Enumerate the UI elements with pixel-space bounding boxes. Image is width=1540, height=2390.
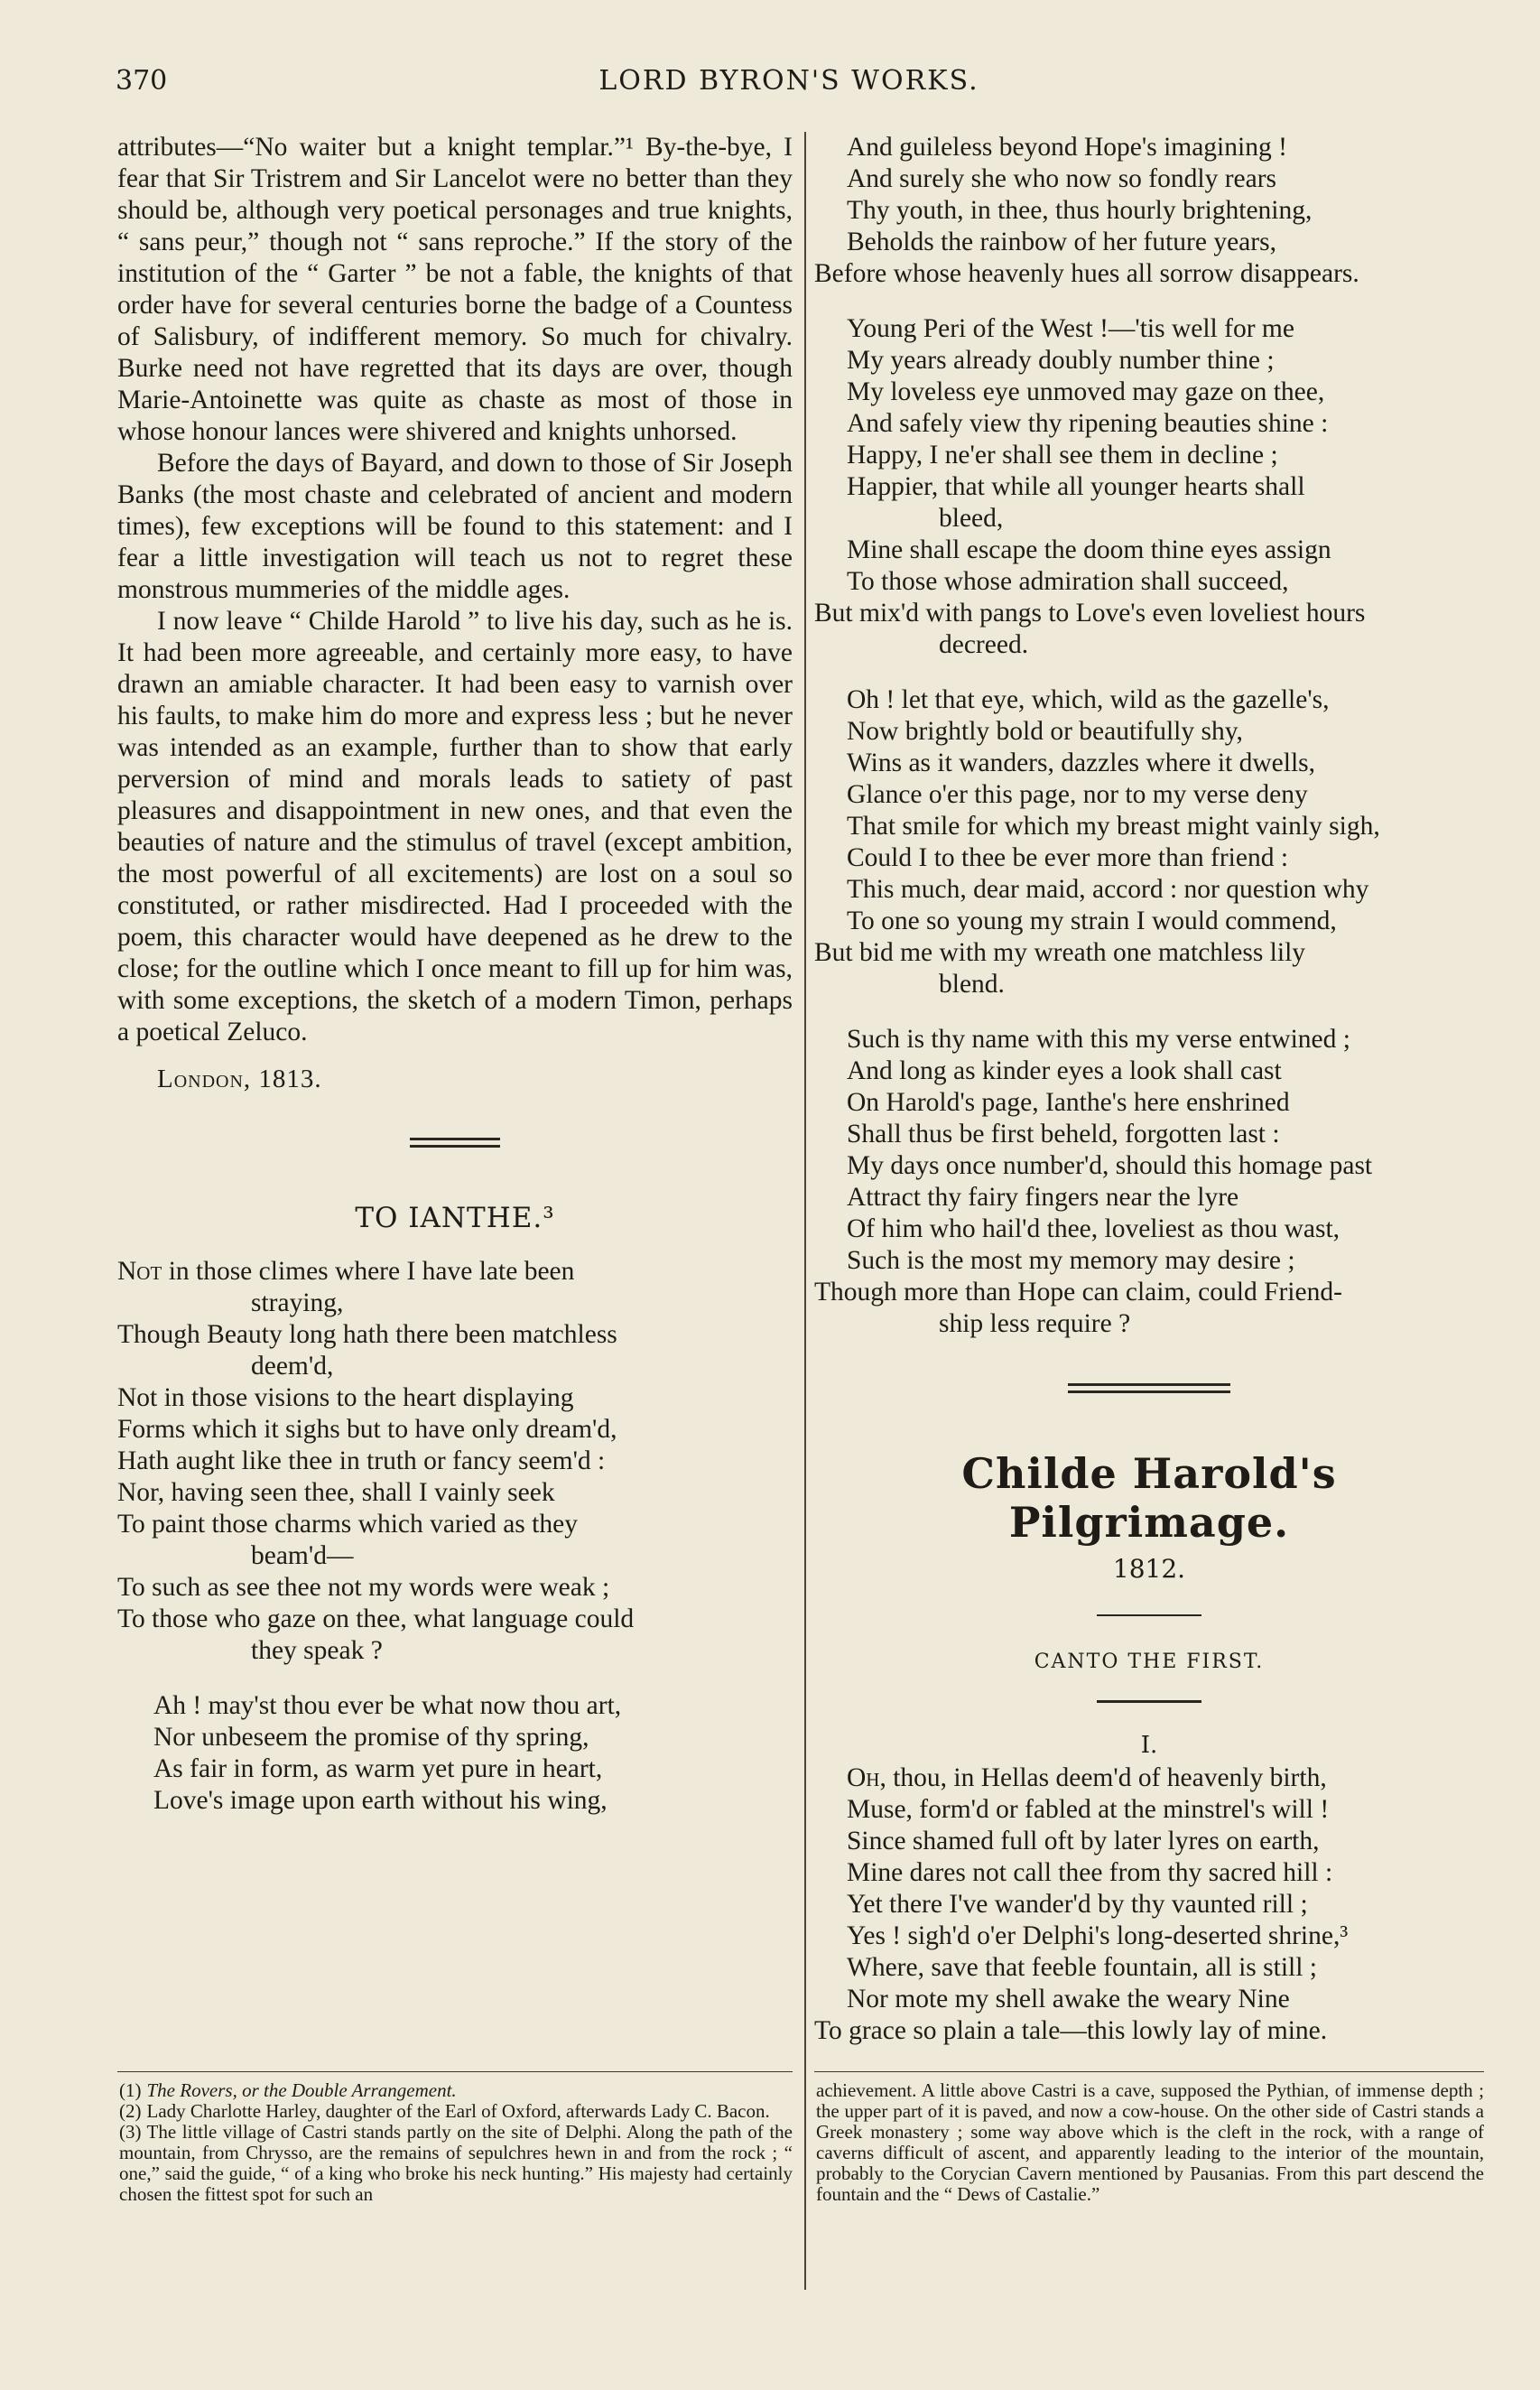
footnote-mark: (3) [119, 2121, 142, 2143]
poem-line: Mine shall escape the doom thine eyes assign [847, 535, 1331, 564]
poem-line: And safely view thy ripening beauties shine : [847, 409, 1329, 438]
poem-line: Nor unbeseem the promise of thy spring, [153, 1723, 589, 1752]
poem-line: Wins as it wanders, dazzles where it dwells, [847, 749, 1316, 777]
footnote-3 [119, 2122, 793, 2205]
poem-line: Not in those visions to the heart displaying [117, 1383, 574, 1412]
section-rule [410, 1138, 500, 1148]
poem-line: Since shamed full oft by later lyres on earth, [847, 1827, 1320, 1855]
poem-line: Ah ! may'st thou ever be what now thou art, [153, 1691, 622, 1720]
poem-line: decreed. [939, 630, 1029, 659]
prose-paragraph-3: I now leave “ Childe Harold ” to live his day, such as he is. It had been more agreeable, and certainly more easy, to have drawn an amiable character. It had been easy to varnish over his faults, to make him do more and express less ; but he never was intended as an example, further than to show that early perversion of mind and morals leads to satiety of past pleasures and disappointment in new ones, and that even the beauties of nature and the stimulus of travel (except ambition, the most powerful of all excitements) are lost on a soul so constituted, or rather misdirected. Had I proceeded with the poem, this character would have deepened as he drew to the close; for the outline which I once meant to fill up for him was, with some exceptions, the sketch of a modern Timon, perhaps a poetical Zeluco. [117, 607, 793, 1046]
poem-line: Not in those climes where I have late been [117, 1257, 575, 1286]
footnote-mark: (2) [119, 2100, 142, 2122]
prose-paragraph-2: Before the days of Bayard, and down to those of Sir Joseph Banks (the most chaste and celebrated of ancient and modern times), few exceptions will be found to this statement: and I fear a little investigation will teach us not to regret these monstrous mummeries of the middle ages. [117, 449, 793, 604]
poem-line: Yes ! sigh'd o'er Delphi's long-deserted shrine,³ [847, 1921, 1349, 1950]
poem-line: Beholds the rainbow of her future years, [847, 228, 1276, 256]
poem-line: bleed, [939, 504, 1004, 533]
footnote-1 [119, 2080, 793, 2101]
poem-line: Young Peri of the West !—'tis well for me [847, 314, 1294, 343]
poem-line: Mine dares not call thee from thy sacred hill : [847, 1858, 1333, 1887]
poem-line: they speak ? [251, 1636, 383, 1665]
ianthe-stanza-3 [814, 313, 1484, 661]
poem-line: Oh, thou, in Hellas deem'd of heavenly birth, [847, 1763, 1327, 1792]
poem-line: straying, [251, 1288, 344, 1317]
poem-line: Before whose heavenly hues all sorrow disappears. [814, 259, 1359, 288]
poem-line: Could I to thee be ever more than friend : [847, 843, 1289, 872]
footnote-2 [119, 2101, 793, 2122]
page-header [116, 65, 1462, 107]
ianthe-stanza-4 [814, 684, 1484, 1000]
page-number: 370 [116, 65, 168, 97]
drop-word: Not [117, 1257, 162, 1286]
ianthe-poem [117, 1256, 793, 1817]
footnote-rule [814, 2071, 1484, 2072]
poem-line: To such as see thee not my words were weak ; [117, 1573, 610, 1602]
footnote-rule [117, 2071, 793, 2072]
footnotes-left [119, 2080, 793, 2205]
signoff: London, 1813. [157, 1065, 322, 1093]
poem-line: Muse, form'd or fabled at the minstrel's will ! [847, 1795, 1330, 1824]
ianthe-stanza-1 [117, 1256, 793, 1667]
poem-line: To grace so plain a tale—this lowly lay of mine. [814, 2016, 1328, 2045]
poem-line: Forms which it sighs but to have only dream'd, [117, 1415, 617, 1444]
canto-heading: CANTO THE FIRST. [1034, 1651, 1265, 1673]
footnote-text: The little village of Castri stands partly on the site of Delphi. Along the path of the mountain, from Chrysso, are the remains of sepulchres hewn in and from the rock ; “ one,” said the guide, “ of a king who broke his neck hunting.” His majesty had certainly chosen the fittest spot for such an [119, 2121, 793, 2205]
divider-rule [1097, 1700, 1201, 1703]
footnotes-right [816, 2080, 1484, 2205]
drop-word: Oh [847, 1763, 880, 1792]
ianthe-stanza-2 [117, 1690, 793, 1817]
poem-line: Such is the most my memory may desire ; [847, 1246, 1295, 1275]
poem-line: To those whose admiration shall succeed, [847, 567, 1289, 596]
poem-line: My loveless eye unmoved may gaze on thee, [847, 377, 1325, 406]
poem-line: Yet there I've wander'd by thy vaunted rill ; [847, 1890, 1308, 1919]
poem-line: Thy youth, in thee, thus hourly brightening, [847, 196, 1313, 225]
ianthe-stanza-5 [814, 1024, 1484, 1340]
poem-line: Nor, having seen thee, shall I vainly seek [117, 1478, 555, 1507]
footnote-text: Lady Charlotte Harley, daughter of the Earl of Oxford, afterwards Lady C. Bacon. [146, 2100, 770, 2122]
poem-line: Nor mote my shell awake the weary Nine [847, 1985, 1290, 2013]
poem-line: Hath aught like thee in truth or fancy seem'd : [117, 1446, 606, 1475]
poem-line: Attract thy fairy fingers near the lyre [847, 1183, 1239, 1212]
poem-line: On Harold's page, Ianthe's here enshrined [847, 1088, 1290, 1117]
poem-line: Though Beauty long hath there been matchless [117, 1320, 617, 1349]
poem-line: And surely she who now so fondly rears [847, 164, 1277, 193]
footnote-italic: The Rovers, or the Double Arrangement. [146, 2079, 457, 2101]
ianthe-stanza-2-continued [814, 132, 1484, 290]
poem-line: Happy, I ne'er shall see them in decline ; [847, 441, 1278, 470]
canto-stanza-1 [814, 1762, 1484, 2047]
poem-line: But mix'd with pangs to Love's even loveliest hours [814, 599, 1366, 628]
poem-line: beam'd— [251, 1541, 354, 1570]
work-year: 1812. [1112, 1554, 1186, 1584]
left-column [117, 132, 793, 1840]
poem-line: That smile for which my breast might vainly sigh, [847, 812, 1380, 841]
poem-line: Though more than Hope can claim, could Friend- [814, 1278, 1342, 1307]
stanza-numeral: I. [1140, 1732, 1158, 1759]
poem-line: blend. [939, 970, 1005, 999]
divider-rule [1097, 1614, 1201, 1616]
poem-line: Shall thus be first beheld, forgotten last : [847, 1120, 1280, 1149]
poem-line: Happier, that while all younger hearts shall [847, 472, 1305, 501]
prose-paragraph-1: attributes—“No waiter but a knight templar.”¹ By-the-bye, I fear that Sir Tristrem and Sir Lancelot were no better than they should be, although very poetical personages and true knights, “ sans peur,” though not “ sans reproche.” If the story of the institution of the “ Garter ” be not a fable, the knights of that order have for several centuries borne the badge of a Countess of Salisbury, of indifferent memory. So much for chivalry. Burke need not have regretted that its days are over, though Marie-Antoinette was quite as chaste as most of those in whose honour lances were shivered and knights unhorsed. [117, 133, 793, 446]
section-rule [1068, 1383, 1230, 1393]
poem-line: Now brightly bold or beautifully shy, [847, 717, 1243, 746]
poem-line: But bid me with my wreath one matchless lily [814, 938, 1306, 967]
poem-line: And long as kinder eyes a look shall cast [847, 1056, 1282, 1085]
poem-line: ship less require ? [939, 1309, 1131, 1338]
right-column [814, 132, 1484, 2070]
poem-line: This much, dear maid, accord : nor question why [847, 875, 1369, 904]
poem-line: Such is thy name with this my verse entwined ; [847, 1025, 1350, 1054]
poem-line: My years already doubly number thine ; [847, 346, 1275, 375]
footnote-3-continued: achievement. A little above Castri is a cave, supposed the Pythian, of immense depth ; the upper part of it is paved, and now a cow-house. On the other side of Castri stands a Greek monastery ; some way above which is the cleft in the rock, with a range of caverns difficult of ascent, and apparently leading to the interior of the mountain, probably to the Corycian Cavern mentioned by Pausanias. From this part descend the fountain and the “ Dews of Castalie.” [816, 2079, 1484, 2205]
poem-line: Oh ! let that eye, which, wild as the gazelle's, [847, 685, 1330, 714]
poem-line: Of him who hail'd thee, loveliest as thou wast, [847, 1214, 1341, 1243]
poem-line: To paint those charms which varied as they [117, 1510, 578, 1539]
poem-line: As fair in form, as warm yet pure in heart, [153, 1754, 603, 1783]
poem-line: To one so young my strain I would commend, [847, 907, 1337, 935]
poem-line: And guileless beyond Hope's imagining ! [847, 133, 1287, 162]
poem-line: Where, save that feeble fountain, all is still ; [847, 1953, 1317, 1982]
running-title: LORD BYRON'S WORKS. [598, 65, 979, 97]
column-divider [804, 132, 806, 2290]
poem-line: deem'd, [251, 1352, 334, 1381]
poem-line: My days once number'd, should this homage past [847, 1151, 1373, 1180]
poem-line: To those who gaze on thee, what language could [117, 1604, 635, 1633]
footnote-mark: (1) [119, 2079, 142, 2101]
poem-line: Love's image upon earth without his wing, [153, 1786, 608, 1815]
poem-title: TO IANTHE.³ [355, 1202, 555, 1234]
poem-line: Glance o'er this page, nor to my verse deny [847, 780, 1308, 809]
work-title: Childe Harold's Pilgrimage. [961, 1449, 1337, 1547]
